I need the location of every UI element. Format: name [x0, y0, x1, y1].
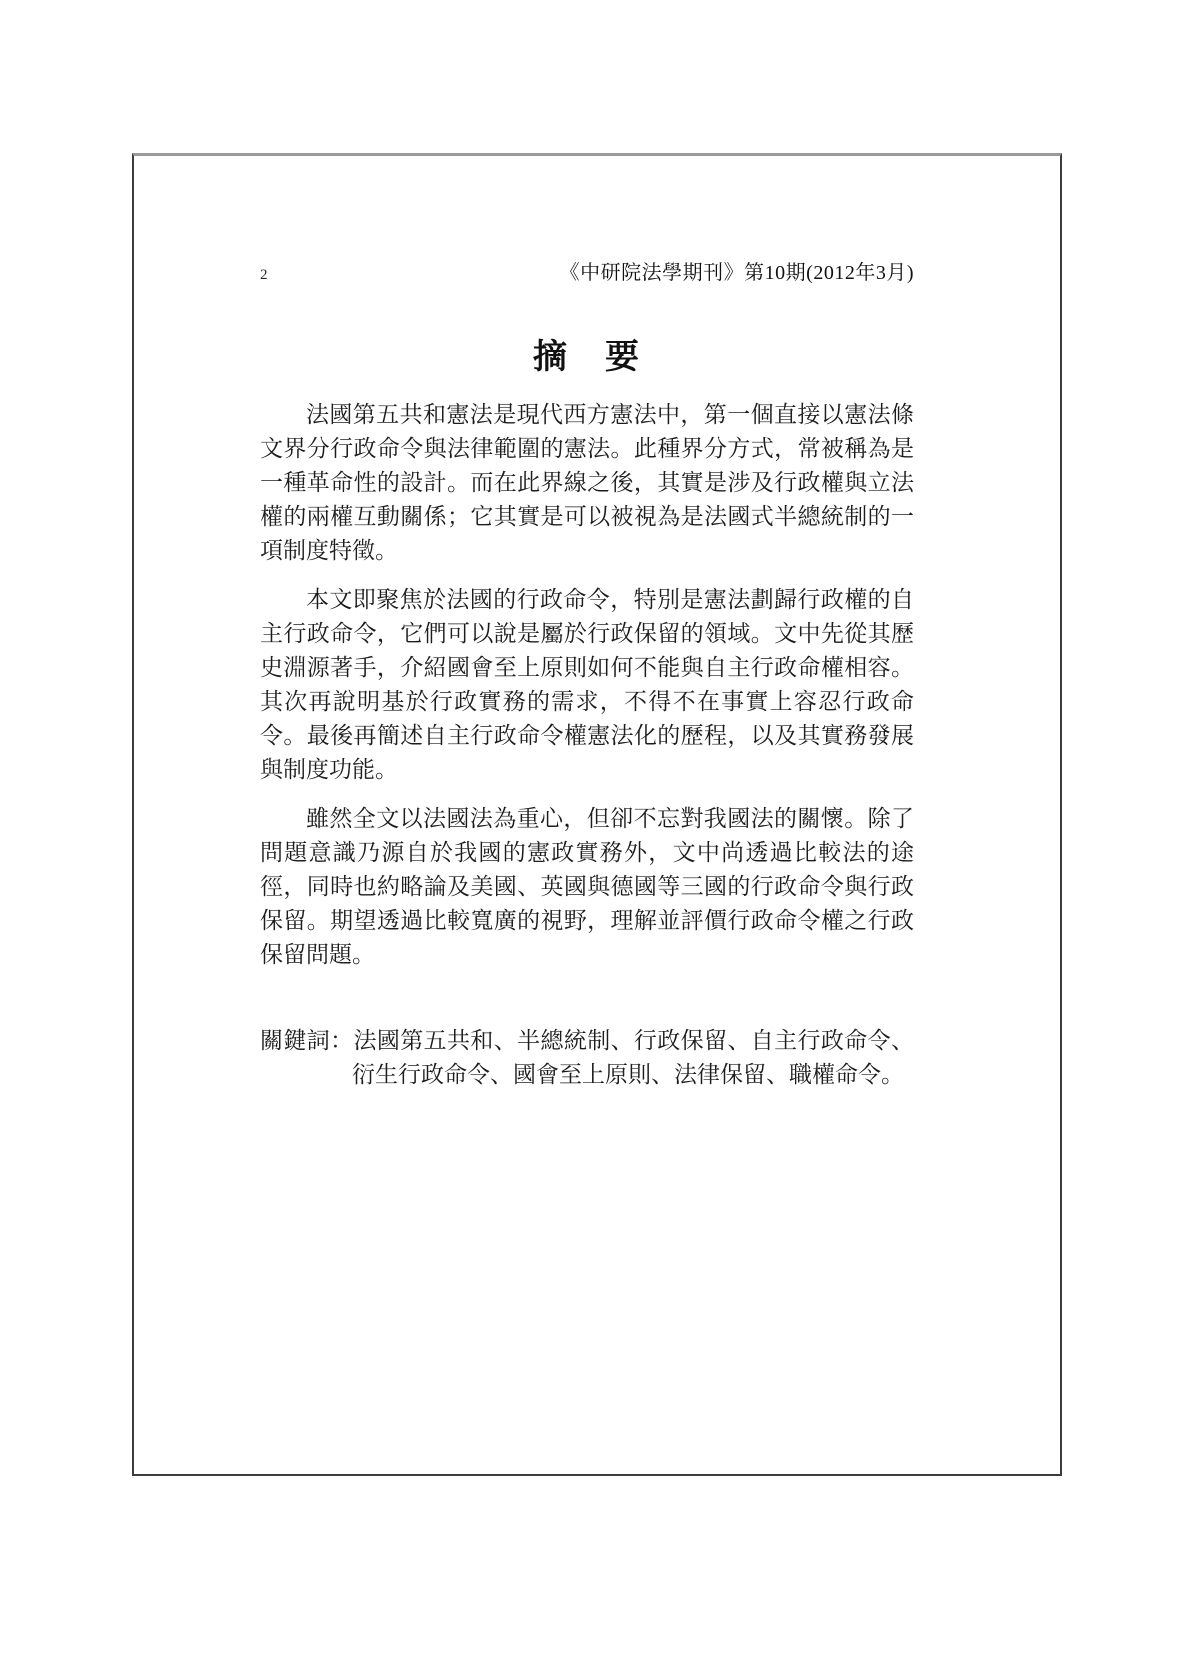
page-content — [260, 256, 914, 1092]
running-header — [260, 256, 914, 285]
abstract-title: 摘 要 — [533, 338, 641, 376]
keywords-label: 關鍵詞： — [260, 1028, 354, 1053]
keywords-block — [260, 1024, 914, 1092]
abstract-paragraph-3: 雖然全文以法國法為重心，但卻不忘對我國法的關懷。除了問題意識乃源自於我國的憲政實務外，文中尚透過比較法的途徑，同時也約略論及美國、英國與德國等三國的行政命令與行政保留。期望透過比較寬廣的視野，理解並評價行政命令權之行政保留問題。 — [260, 806, 914, 967]
page-number: 2 — [260, 267, 268, 283]
abstract-body — [260, 398, 914, 972]
abstract-paragraph-1: 法國第五共和憲法是現代西方憲法中，第一個直接以憲法條文界分行政命令與法律範圍的憲法。此種界分方式，常被稱為是一種革命性的設計。而在此界線之後，其實是涉及行政權與立法權的兩權互動關係；它其實是可以被視為是法國式半總統制的一項制度特徵。 — [260, 402, 914, 563]
journal-citation: 《中研院法學期刊》第10期(2012年3月) — [559, 262, 914, 284]
page-border-frame — [132, 153, 1062, 1476]
abstract-paragraph-2: 本文即聚焦於法國的行政命令，特別是憲法劃歸行政權的自主行政命令，它們可以說是屬於行政保留的領域。文中先從其歷史淵源著手，介紹國會至上原則如何不能與自主行政命權相容。其次再說明基於行政實務的需求，不得不在事實上容忍行政命令。最後再簡述自主行政命令權憲法化的歷程，以及其實務發展與制度功能。 — [260, 587, 914, 782]
keywords-text: 法國第五共和、半總統制、行政保留、自主行政命令、衍生行政命令、國會至上原則、法律保留、職權命令。 — [352, 1028, 915, 1087]
